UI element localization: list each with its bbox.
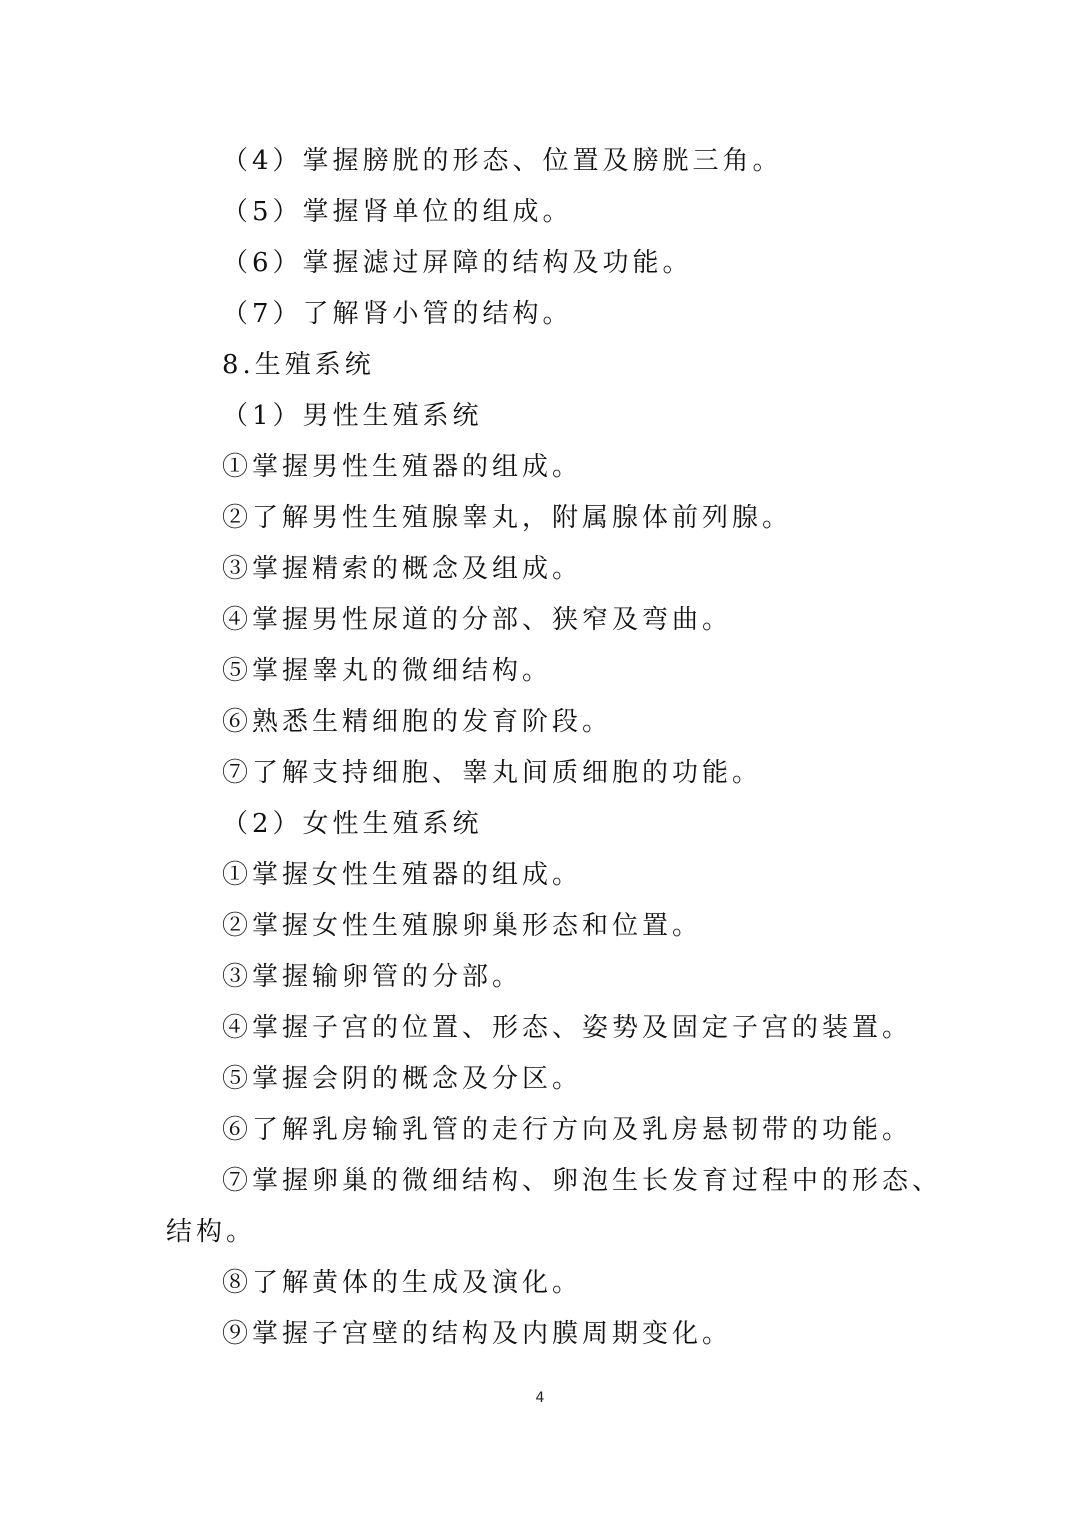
- text-line: ⑨掌握子宫壁的结构及内膜周期变化。: [222, 1319, 733, 1349]
- text-line: ③掌握精索的概念及组成。: [222, 554, 583, 584]
- text-line: ④掌握男性尿道的分部、狭窄及弯曲。: [222, 605, 733, 635]
- document-body: [166, 136, 943, 1360]
- text-line: ①掌握女性生殖器的组成。: [222, 860, 583, 890]
- section-heading: 8.生殖系统: [222, 350, 375, 380]
- text-line: （6）掌握滤过屏障的结构及功能。: [222, 248, 693, 278]
- text-line: ①掌握男性生殖器的组成。: [222, 452, 583, 482]
- text-line: （5）掌握肾单位的组成。: [222, 197, 573, 227]
- text-line: （4）掌握膀胱的形态、位置及膀胱三角。: [222, 146, 783, 176]
- text-line: ②了解男性生殖腺睾丸，附属腺体前列腺。: [222, 503, 793, 533]
- text-line: ⑤掌握会阴的概念及分区。: [222, 1064, 583, 1094]
- text-line: ④掌握子宫的位置、形态、姿势及固定子宫的装置。: [222, 1013, 913, 1043]
- text-line: ⑤掌握睾丸的微细结构。: [222, 656, 553, 686]
- text-line: ③掌握输卵管的分部。: [222, 962, 523, 992]
- subsection-heading: （2）女性生殖系统: [222, 809, 483, 839]
- text-line: ⑥熟悉生精细胞的发育阶段。: [222, 707, 613, 737]
- text-line: （7）了解肾小管的结构。: [222, 299, 573, 329]
- text-line: ②掌握女性生殖腺卵巢形态和位置。: [222, 911, 703, 941]
- text-line-continuation: 结构。: [166, 1217, 257, 1247]
- page-number: 4: [535, 1390, 545, 1406]
- text-line: ⑧了解黄体的生成及演化。: [222, 1268, 583, 1298]
- text-line: ⑦掌握卵巢的微细结构、卵泡生长发育过程中的形态、: [222, 1166, 943, 1196]
- text-line: ⑦了解支持细胞、睾丸间质细胞的功能。: [222, 758, 763, 788]
- text-line: ⑥了解乳房输乳管的走行方向及乳房悬韧带的功能。: [222, 1115, 913, 1145]
- subsection-heading: （1）男性生殖系统: [222, 401, 483, 431]
